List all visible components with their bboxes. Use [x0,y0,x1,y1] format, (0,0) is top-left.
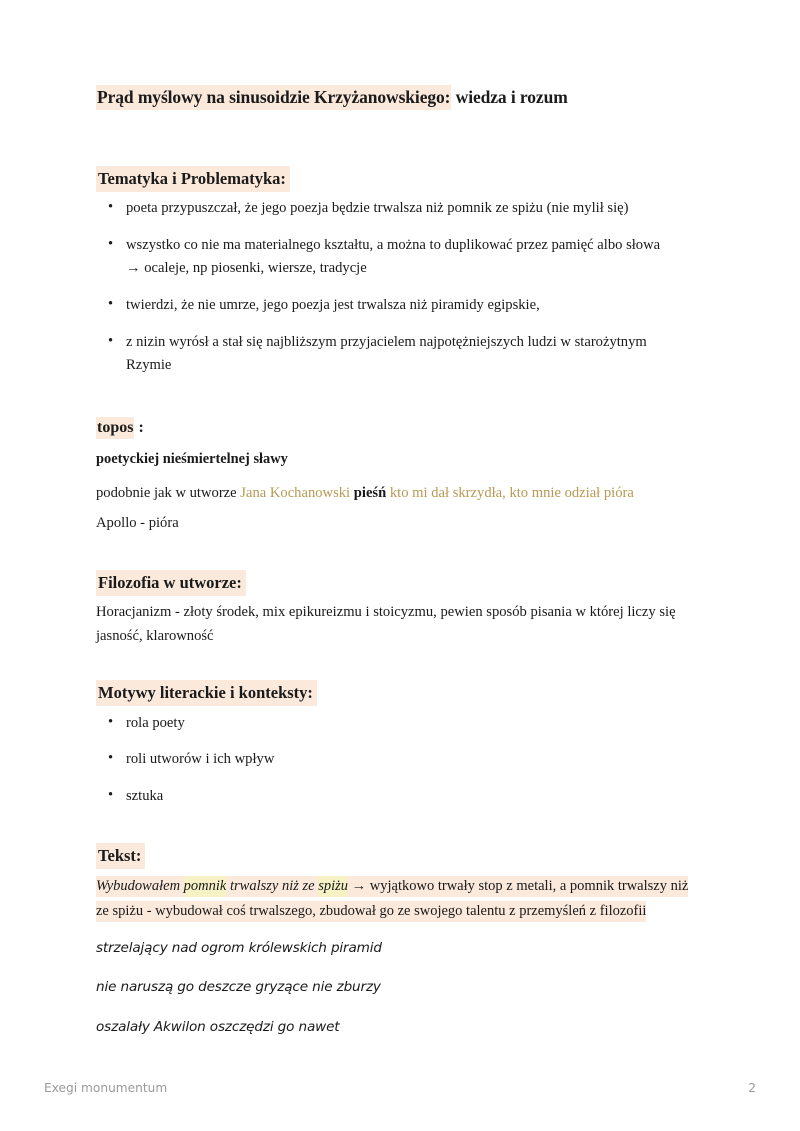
list-item: • z nizin wyrósł a stał się najbliższym przyjacielem najpotężniejszych ludzi w starożytnym Rzymie [96,331,671,378]
topos-ref-genre: pieśń [350,485,390,502]
list-item: • roli utworów i ich wpływ [96,748,671,772]
verse-line: nie naruszą go deszcze gryzące nie zburzy [96,979,381,996]
topos-subtitle: poetyckiej nieśmiertelnej sławy [96,450,288,467]
heading-topos-suffix: : [134,418,144,436]
heading-filozofia-text: Filozofia w utworze: [96,570,246,596]
list-item: • twierdzi, że nie umrze, jego poezja jest trwalsza niż piramidy egipskie, [96,294,671,318]
footer-document-label: Exegi monumentum [44,1081,168,1095]
section-topos [96,418,704,536]
heading-tematyka-text: Tematyka i Problematyka: [96,166,290,192]
topos-reference-line [96,482,696,506]
tekst-annotated-paragraph [96,874,696,924]
tekst-seg-pomnik: pomnik [184,876,227,897]
section-tematyka [96,168,704,378]
topos-ref-quote: kto mi dał skrzydła, kto mnie odział pióra [389,485,634,502]
section-tekst [96,845,704,1037]
page-footer [44,1081,756,1095]
section-motywy [96,682,704,808]
filozofia-paragraph: Horacjanizm - złoty środek, mix epikureizmu i stoicyzmu, pewien sposób pisania w której liczy się jasność, klarowność [96,604,676,644]
heading-tekst-text: Tekst: [96,843,145,869]
heading-topos-text: topos [96,417,134,439]
section-filozofia [96,572,704,649]
page-title [96,86,704,110]
motywy-bullet-list [96,712,704,809]
heading-motywy [96,682,704,703]
heading-topos [96,418,704,439]
tekst-seg-wybudowalem: Wybudowałem [96,876,184,897]
verse-line: strzelający nad ogrom królewskich piramid [96,939,382,956]
topos-ref-prefix: podobnie jak w utworze [96,485,241,502]
page-title-highlighted-part: Prąd myślowy na sinusoidzie Krzyżanowskiego: [96,85,451,110]
heading-tekst [96,845,704,866]
tematyka-bullet-list [96,197,704,378]
footer-page-number: 2 [748,1081,756,1095]
verse-line: oszalały Akwilon oszczędzi go nawet [96,1018,340,1035]
list-item: • poeta przypuszczał, że jego poezja będzie trwalsza niż pomnik ze spiżu (nie mylił się) [96,197,671,221]
page-title-plain-part: wiedza i rozum [451,87,568,107]
heading-filozofia [96,572,704,593]
topos-apollo-line: Apollo - pióra [96,514,179,531]
heading-tematyka [96,168,704,189]
heading-motywy-text: Motywy literackie i konteksty: [96,680,317,706]
tekst-seg-commentary: → wyjątkowo trwały stop z metali, a pomnik trwalszy niż ze spiżu - wybudował coś trwalszego, zbudował go ze swojego talentu z przemyśleń z filozofii [96,876,688,922]
tekst-seg-trwalszy: trwalszy niż ze [226,876,318,897]
topos-ref-author: Jana Kochanowski [240,485,351,502]
list-item: • sztuka [96,785,671,809]
list-item: • rola poety [96,712,671,736]
list-item: • wszystko co nie ma materialnego kształtu, a można to duplikować przez pamięć albo słowa → ocaleje, np piosenki, wiersze, tradycje [96,234,671,281]
tekst-seg-spizu: spiżu [318,876,348,897]
